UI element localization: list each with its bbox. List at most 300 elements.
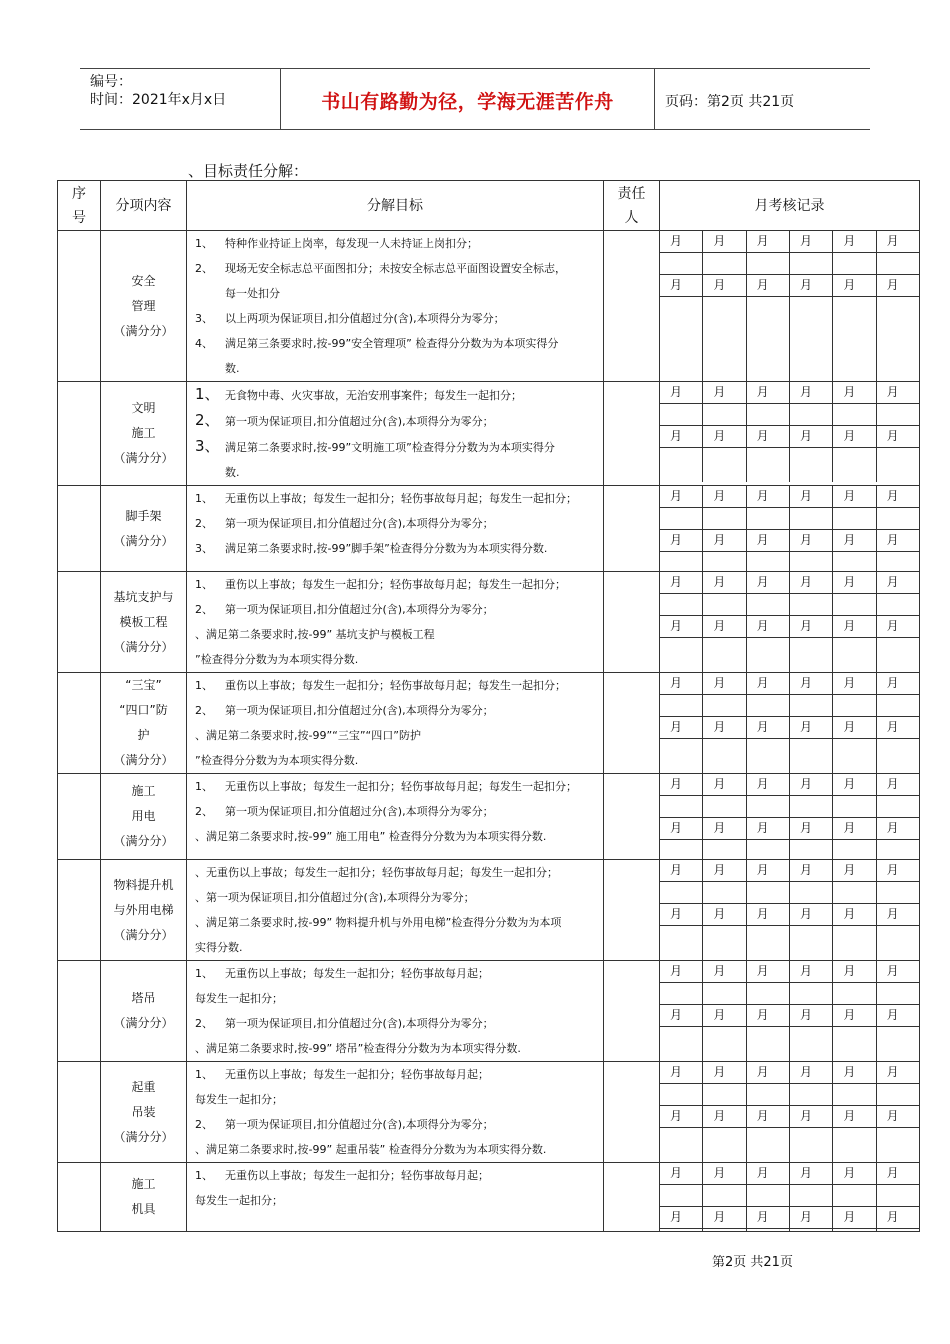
month-entry-cell[interactable] — [746, 1185, 789, 1206]
month-entry-cell[interactable] — [876, 594, 919, 615]
month-label: 月 — [789, 1062, 832, 1083]
seq-cell — [58, 572, 101, 673]
goal-cell — [187, 572, 604, 673]
month-label: 月 — [789, 673, 832, 694]
month-label: 月 — [832, 1163, 875, 1184]
month-entry-cell[interactable] — [876, 297, 919, 381]
month-entry-cell[interactable] — [660, 882, 702, 903]
month-label: 月 — [670, 234, 683, 248]
goal-text: 、第一项为保证项目,扣分值超过分(含),本项得分为零分； — [195, 891, 475, 904]
month-label: 月 — [746, 616, 789, 637]
month-entry-cell[interactable] — [832, 297, 875, 381]
goal-cell — [187, 486, 604, 572]
month-blank-row — [660, 1027, 919, 1061]
month-entry-cell[interactable] — [746, 594, 789, 615]
goal-number: 1、 — [195, 1068, 213, 1081]
month-entry-cell[interactable] — [789, 297, 832, 381]
month-entry-cell[interactable] — [789, 739, 832, 773]
month-entry-cell[interactable] — [702, 1229, 745, 1231]
goal-text: 以上两项为保证项目,扣分值超过分(含),本项得分为零分； — [225, 312, 505, 325]
month-entry-cell[interactable] — [876, 638, 919, 672]
month-entry-cell[interactable] — [789, 695, 832, 716]
seq-cell — [58, 486, 101, 572]
month-entry-cell[interactable] — [660, 983, 702, 1004]
responsible-cell — [604, 231, 660, 382]
month-label: 月 — [746, 1005, 789, 1026]
month-label: 月 — [702, 961, 745, 982]
month-entry-cell[interactable] — [746, 297, 789, 381]
month-entry-cell[interactable] — [746, 1229, 789, 1231]
goal-number: 2、 — [195, 1118, 213, 1131]
month-entry-cell[interactable] — [702, 983, 745, 1004]
month-entry-cell[interactable] — [702, 253, 745, 274]
goal-item — [195, 281, 599, 306]
month-label: 月 — [789, 1005, 832, 1026]
category-line: 施工 — [131, 784, 156, 798]
goal-item — [195, 1112, 599, 1137]
month-entry-cell[interactable] — [746, 1084, 789, 1105]
month-entry-cell[interactable] — [702, 1084, 745, 1105]
month-entry-cell[interactable] — [832, 638, 875, 672]
goal-text: 每一处扣分 — [225, 287, 280, 300]
month-entry-cell[interactable] — [702, 926, 745, 960]
month-entry-cell[interactable] — [702, 1185, 745, 1206]
goal-text: 、满足第二条要求时,按-99” 施工用电” 检查得分分数为为本项实得分数. — [195, 830, 547, 843]
month-label: 月 — [789, 616, 832, 637]
goal-text: 第一项为保证项目,扣分值超过分(含),本项得分为零分； — [225, 517, 494, 530]
goal-item — [195, 408, 599, 434]
month-entry-cell[interactable] — [789, 638, 832, 672]
month-label: 月 — [789, 774, 832, 795]
monthly-record-cell — [660, 673, 920, 774]
month-label: 月 — [670, 575, 683, 589]
month-entry-cell[interactable] — [832, 796, 875, 817]
month-label: 月 — [832, 961, 875, 982]
month-entry-cell[interactable] — [746, 983, 789, 1004]
month-entry-cell[interactable] — [876, 882, 919, 903]
month-label: 月 — [789, 860, 832, 881]
month-label: 月 — [832, 530, 875, 551]
category-cell — [101, 1062, 187, 1163]
month-entry-cell[interactable] — [789, 1027, 832, 1061]
month-entry-cell[interactable] — [660, 448, 702, 482]
motto-text: 书山有路勤为径，学海无涯苦作舟 — [321, 91, 614, 113]
goal-text: 每发生一起扣分； — [195, 992, 283, 1005]
month-entry-cell[interactable] — [789, 1128, 832, 1162]
month-entry-cell[interactable] — [746, 1027, 789, 1061]
month-label: 月 — [702, 1062, 745, 1083]
month-label: 月 — [702, 1005, 745, 1026]
month-entry-cell[interactable] — [702, 552, 745, 571]
month-label: 月 — [876, 530, 919, 551]
month-entry-cell[interactable] — [876, 1185, 919, 1206]
category-line: “四口”防 — [119, 703, 168, 717]
month-entry-cell[interactable] — [660, 508, 702, 529]
month-label: 月 — [832, 1062, 875, 1083]
month-label: 月 — [789, 904, 832, 925]
month-entry-cell[interactable] — [702, 840, 745, 859]
month-label: 月 — [832, 904, 875, 925]
monthly-record-cell — [660, 774, 920, 860]
month-entry-cell[interactable] — [789, 840, 832, 859]
month-entry-cell[interactable] — [832, 552, 875, 571]
month-label: 月 — [832, 275, 875, 296]
month-entry-cell[interactable] — [746, 739, 789, 773]
month-entry-cell[interactable] — [746, 253, 789, 274]
month-entry-cell[interactable] — [876, 1128, 919, 1162]
month-entry-cell[interactable] — [832, 1128, 875, 1162]
month-entry-cell[interactable] — [789, 552, 832, 571]
responsibility-table — [57, 180, 920, 1232]
goal-item — [195, 1011, 599, 1036]
month-label: 月 — [789, 818, 832, 839]
category-line: （满分分） — [113, 927, 174, 942]
month-entry-cell[interactable] — [660, 1084, 702, 1105]
month-entry-cell[interactable] — [789, 926, 832, 960]
month-label: 月 — [789, 1163, 832, 1184]
goal-item — [195, 698, 599, 723]
category-cell — [101, 231, 187, 382]
goal-text: 每发生一起扣分； — [195, 1093, 283, 1106]
month-label: 月 — [876, 1005, 919, 1026]
month-label-row — [660, 616, 919, 638]
month-entry-cell[interactable] — [660, 739, 702, 773]
goal-item — [195, 986, 599, 1011]
month-entry-cell[interactable] — [702, 1027, 745, 1061]
month-label: 月 — [789, 961, 832, 982]
month-entry-cell[interactable] — [702, 594, 745, 615]
month-label: 月 — [746, 673, 789, 694]
month-label-row — [660, 231, 919, 253]
month-entry-cell[interactable] — [876, 253, 919, 274]
month-entry-cell[interactable] — [789, 594, 832, 615]
month-entry-cell[interactable] — [832, 695, 875, 716]
category-header: 分项内容 — [101, 181, 187, 231]
month-entry-cell[interactable] — [746, 638, 789, 672]
goal-item — [195, 799, 599, 824]
goal-number: 1、 — [195, 578, 213, 591]
goal-item — [195, 460, 599, 485]
seq-cell — [58, 1062, 101, 1163]
month-entry-cell[interactable] — [789, 882, 832, 903]
month-blank-row — [660, 926, 919, 960]
month-entry-cell[interactable] — [876, 796, 919, 817]
page-footer: 第2页 共21页 — [712, 1255, 793, 1270]
month-label-row — [660, 275, 919, 297]
month-entry-cell[interactable] — [832, 508, 875, 529]
month-entry-cell[interactable] — [832, 448, 875, 482]
month-entry-cell[interactable] — [660, 1128, 702, 1162]
month-label: 月 — [670, 533, 683, 547]
goal-text: 、满足第二条要求时,按-99” 塔吊”检查得分分数为为本项实得分数. — [195, 1042, 521, 1055]
category-line: （满分分） — [113, 451, 174, 465]
month-entry-cell[interactable] — [832, 882, 875, 903]
month-label: 月 — [746, 961, 789, 982]
goal-number: 2、 — [195, 1017, 213, 1030]
month-entry-cell[interactable] — [660, 1185, 702, 1206]
monthly-record-cell — [660, 572, 920, 673]
month-entry-cell[interactable] — [702, 796, 745, 817]
month-entry-cell[interactable] — [660, 594, 702, 615]
month-label-row — [660, 904, 919, 926]
month-entry-cell[interactable] — [746, 508, 789, 529]
month-entry-cell[interactable] — [832, 983, 875, 1004]
month-entry-cell[interactable] — [876, 739, 919, 773]
month-entry-cell[interactable] — [832, 840, 875, 859]
month-entry-cell[interactable] — [660, 638, 702, 672]
month-label: 月 — [746, 572, 789, 593]
goal-number: 2、 — [195, 517, 213, 530]
goal-number: 1、 — [195, 492, 213, 505]
goal-number: 2、 — [195, 603, 213, 616]
goal-text: 第一项为保证项目,扣分值超过分(含),本项得分为零分； — [225, 704, 494, 717]
month-label: 月 — [670, 720, 683, 734]
month-entry-cell[interactable] — [876, 840, 919, 859]
month-entry-cell[interactable] — [789, 1084, 832, 1105]
month-entry-cell[interactable] — [876, 1027, 919, 1061]
goal-item — [195, 511, 599, 536]
month-entry-cell[interactable] — [832, 1185, 875, 1206]
month-entry-cell[interactable] — [746, 1128, 789, 1162]
month-label: 月 — [746, 382, 789, 403]
month-entry-cell[interactable] — [660, 253, 702, 274]
month-entry-cell[interactable] — [702, 638, 745, 672]
month-entry-cell[interactable] — [876, 1084, 919, 1105]
goal-item — [195, 1163, 599, 1188]
goal-text: 第一项为保证项目,扣分值超过分(含),本项得分为零分； — [225, 805, 494, 818]
date-label: 时间：2021年x月x日 — [90, 92, 227, 108]
goal-cell — [187, 860, 604, 961]
month-entry-cell[interactable] — [746, 404, 789, 425]
month-label: 月 — [670, 863, 683, 877]
document-header — [80, 68, 870, 130]
month-label-row — [660, 426, 919, 448]
month-entry-cell[interactable] — [789, 448, 832, 482]
month-blank-row — [660, 882, 919, 904]
month-entry-cell[interactable] — [789, 508, 832, 529]
category-line: 安全 — [131, 273, 156, 288]
monthly-record-cell — [660, 1163, 920, 1232]
month-label: 月 — [746, 231, 789, 252]
month-label: 月 — [670, 278, 683, 292]
category-line: （满分分） — [113, 1129, 174, 1144]
month-entry-cell[interactable] — [660, 926, 702, 960]
month-label: 月 — [789, 275, 832, 296]
month-label: 月 — [746, 530, 789, 551]
month-label: 月 — [746, 860, 789, 881]
goal-item — [195, 774, 599, 799]
month-label-row — [660, 530, 919, 552]
seq-cell — [58, 382, 101, 486]
month-entry-cell[interactable] — [832, 404, 875, 425]
goal-item — [195, 536, 599, 561]
month-entry-cell[interactable] — [789, 983, 832, 1004]
month-entry-cell[interactable] — [876, 508, 919, 529]
goal-cell — [187, 774, 604, 860]
month-blank-row — [660, 739, 919, 773]
responsible-cell — [604, 961, 660, 1062]
month-entry-cell[interactable] — [832, 1084, 875, 1105]
table-row — [58, 486, 920, 572]
month-entry-cell[interactable] — [876, 404, 919, 425]
month-entry-cell[interactable] — [876, 552, 919, 571]
month-entry-cell[interactable] — [876, 983, 919, 1004]
goal-text: 无重伤以上事故；每发生一起扣分；轻伤事故每月起；每发生一起扣分； — [225, 492, 577, 505]
goal-item — [195, 1188, 599, 1213]
month-label: 月 — [702, 673, 745, 694]
month-entry-cell[interactable] — [789, 1185, 832, 1206]
goal-cell — [187, 961, 604, 1062]
month-label: 月 — [832, 382, 875, 403]
month-entry-cell[interactable] — [702, 404, 745, 425]
month-label: 月 — [670, 777, 683, 791]
month-entry-cell[interactable] — [660, 404, 702, 425]
goal-number: 2、 — [195, 411, 220, 429]
month-blank-row — [660, 448, 919, 482]
month-label: 月 — [876, 382, 919, 403]
month-entry-cell[interactable] — [832, 926, 875, 960]
code-label: 编号： — [90, 74, 132, 90]
month-label: 月 — [702, 572, 745, 593]
goal-text: 、满足第二条要求时,按-99” 基坑支护与模板工程 — [195, 628, 435, 641]
month-label: 月 — [702, 231, 745, 252]
month-entry-cell[interactable] — [876, 1229, 919, 1231]
goal-text: 数. — [225, 466, 240, 479]
month-label: 月 — [832, 1106, 875, 1127]
month-entry-cell[interactable] — [660, 840, 702, 859]
category-line: （满分分） — [113, 323, 174, 338]
month-label: 月 — [832, 774, 875, 795]
month-label: 月 — [876, 860, 919, 881]
month-label: 月 — [670, 385, 683, 399]
month-entry-cell[interactable] — [746, 840, 789, 859]
month-entry-cell[interactable] — [660, 695, 702, 716]
goal-header: 分解目标 — [187, 181, 604, 231]
month-entry-cell[interactable] — [789, 253, 832, 274]
goal-text: 满足第二条要求时,按-99”文明施工项”检查得分分数为为本项实得分 — [225, 441, 555, 454]
seq-cell — [58, 774, 101, 860]
month-entry-cell[interactable] — [702, 448, 745, 482]
month-label: 月 — [832, 231, 875, 252]
month-blank-row — [660, 1084, 919, 1106]
month-entry-cell[interactable] — [746, 882, 789, 903]
month-entry-cell[interactable] — [702, 882, 745, 903]
table-row — [58, 382, 920, 486]
month-blank-row — [660, 695, 919, 717]
month-label-row — [660, 961, 919, 983]
month-entry-cell[interactable] — [660, 1229, 702, 1231]
goal-text: 每发生一起扣分； — [195, 1194, 283, 1207]
month-label-row — [660, 1163, 919, 1185]
goal-text: 满足第二条要求时,按-99”脚手架”检查得分分数为为本项实得分数. — [225, 542, 548, 555]
month-entry-cell[interactable] — [832, 1229, 875, 1231]
month-label: 月 — [746, 1163, 789, 1184]
month-entry-cell[interactable] — [702, 695, 745, 716]
month-entry-cell[interactable] — [789, 1229, 832, 1231]
month-label-row — [660, 572, 919, 594]
month-label: 月 — [876, 774, 919, 795]
goal-text: 无重伤以上事故；每发生一起扣分；轻伤事故每月起； — [225, 1169, 489, 1182]
month-label-row — [660, 1106, 919, 1128]
month-entry-cell[interactable] — [746, 796, 789, 817]
goal-text: 无重伤以上事故；每发生一起扣分；轻伤事故每月起；每发生一起扣分； — [225, 780, 577, 793]
month-entry-cell[interactable] — [789, 796, 832, 817]
month-entry-cell[interactable] — [876, 926, 919, 960]
month-blank-row — [660, 594, 919, 616]
month-label: 月 — [702, 1207, 745, 1228]
month-entry-cell[interactable] — [746, 926, 789, 960]
section-title: 、目标责任分解： — [188, 162, 309, 180]
category-line: 施工 — [131, 1177, 156, 1191]
month-entry-cell[interactable] — [832, 739, 875, 773]
month-entry-cell[interactable] — [660, 297, 702, 381]
responsible-cell — [604, 1062, 660, 1163]
monthly-record-cell — [660, 860, 920, 961]
month-label: 月 — [702, 904, 745, 925]
goal-text: 实得分数. — [195, 941, 243, 954]
category-line: 塔吊 — [131, 991, 156, 1005]
month-entry-cell[interactable] — [832, 594, 875, 615]
month-entry-cell[interactable] — [746, 695, 789, 716]
month-entry-cell[interactable] — [832, 1027, 875, 1061]
month-label: 月 — [746, 1062, 789, 1083]
goal-item — [195, 910, 599, 935]
month-label: 月 — [670, 619, 683, 633]
month-entry-cell[interactable] — [876, 448, 919, 482]
goal-item — [195, 356, 599, 381]
month-entry-cell[interactable] — [660, 1027, 702, 1061]
month-label: 月 — [746, 717, 789, 738]
goal-item — [195, 306, 599, 331]
month-entry-cell[interactable] — [789, 404, 832, 425]
category-cell — [101, 486, 187, 572]
month-label: 月 — [832, 673, 875, 694]
month-label-row — [660, 1062, 919, 1084]
month-entry-cell[interactable] — [876, 695, 919, 716]
month-entry-cell[interactable] — [660, 796, 702, 817]
category-line: （满分分） — [113, 1016, 174, 1030]
goal-item — [195, 256, 599, 281]
goal-cell — [187, 382, 604, 486]
goal-text: 无重伤以上事故；每发生一起扣分；轻伤事故每月起； — [225, 967, 489, 980]
goal-number: 1、 — [195, 967, 213, 980]
goal-text: 特种作业持证上岗率，每发现一人未持证上岗扣分； — [225, 237, 478, 250]
month-entry-cell[interactable] — [746, 552, 789, 571]
goal-number: 1、 — [195, 679, 213, 692]
month-label: 月 — [702, 1163, 745, 1184]
month-label: 月 — [876, 486, 919, 507]
goal-text: 重伤以上事故；每发生一起扣分；轻伤事故每月起；每发生一起扣分； — [225, 578, 566, 591]
month-blank-row — [660, 404, 919, 426]
month-label: 月 — [876, 818, 919, 839]
month-entry-cell[interactable] — [746, 448, 789, 482]
month-entry-cell[interactable] — [702, 739, 745, 773]
month-entry-cell[interactable] — [702, 297, 745, 381]
monthly-record-cell — [660, 231, 920, 382]
month-entry-cell[interactable] — [832, 253, 875, 274]
month-entry-cell[interactable] — [702, 508, 745, 529]
month-label: 月 — [789, 717, 832, 738]
goal-item — [195, 572, 599, 597]
goal-number: 1、 — [195, 1169, 213, 1182]
month-entry-cell[interactable] — [660, 552, 702, 571]
responsible-cell — [604, 774, 660, 860]
table-row — [58, 572, 920, 673]
month-entry-cell[interactable] — [702, 1128, 745, 1162]
goal-number: 4、 — [195, 337, 213, 350]
month-blank-row — [660, 552, 919, 571]
month-label: 月 — [702, 1106, 745, 1127]
